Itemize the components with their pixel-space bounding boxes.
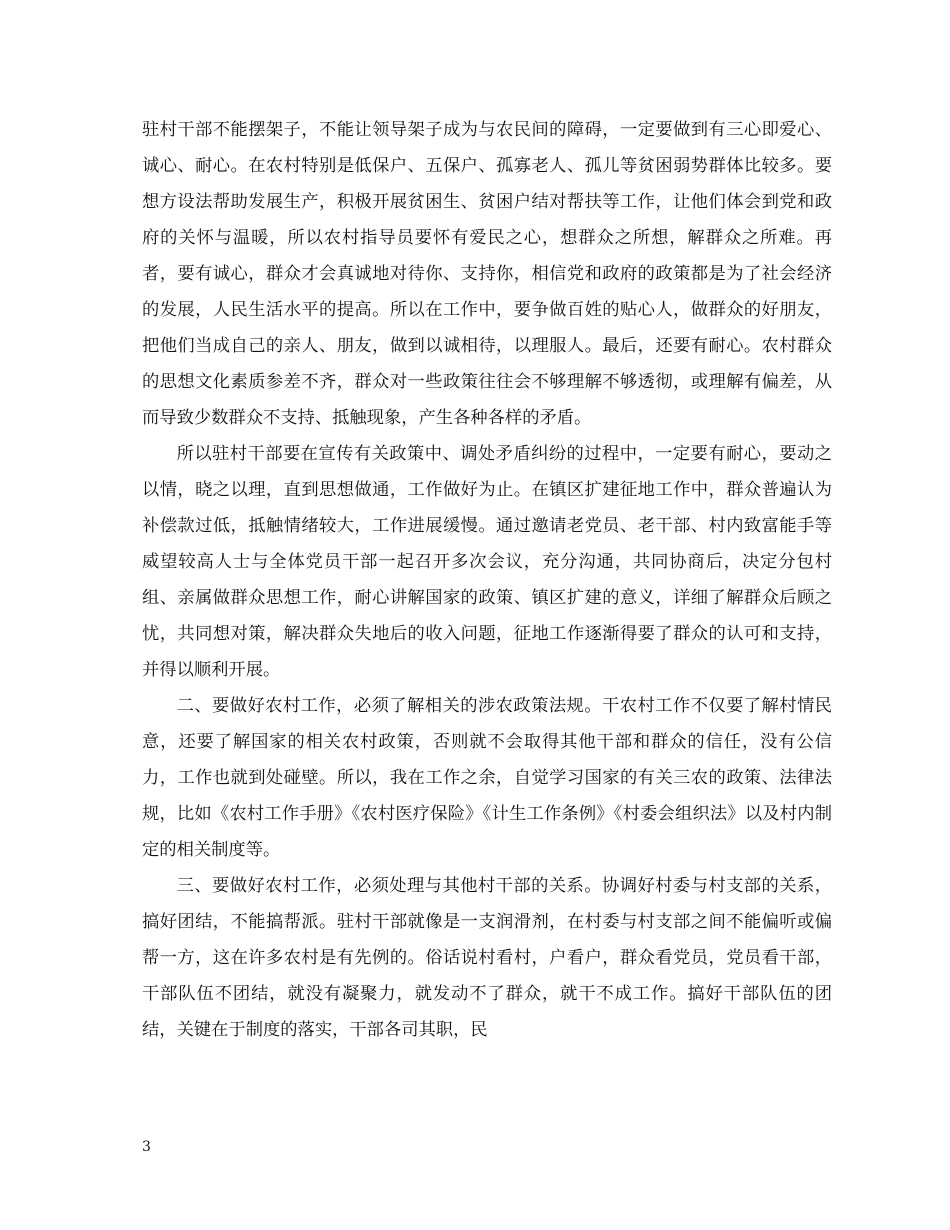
paragraph-4: 三、要做好农村工作，必须处理与其他村干部的关系。协调好村委与村支部的关系，搞好团结，不能搞帮派。驻村干部就像是一支润滑剂，在村委与村支部之间不能偏听或偏帮一方，这在许多农村是有先例的。俗话说村看村，户看户，群众看党员，党员看干部，干部队伍不团结，就没有凝聚力，就发动不了群众，就干不成工作。搞好干部队伍的团结，关键在于制度的落实，干部各司其职，民: [142, 876, 832, 1040]
page-number: 3: [142, 1139, 151, 1155]
paragraph-2: 所以驻村干部要在宣传有关政策中、调处矛盾纠纷的过程中，一定要有耐心，要动之以情，晓之以理，直到思想做通，工作做好为止。在镇区扩建征地工作中，群众普遍认为补偿款过低，抵触情绪较大，工作进展缓慢。通过邀请老党员、老干部、村内致富能手等威望较高人士与全体党员干部一起召开多次会议，充分沟通，共同协商后，决定分包村组、亲属做群众思想工作，耐心讲解国家的政策、镇区扩建的意义，详细了解群众后顾之忧，共同想对策，解决群众失地后的收入问题，征地工作逐渐得要了群众的认可和支持，并得以顺利开展。: [142, 444, 832, 680]
document-body: [142, 112, 832, 1048]
paragraph-1: 驻村干部不能摆架子，不能让领导架子成为与农民间的障碍，一定要做到有三心即爱心、诚心、耐心。在农村特别是低保户、五保户、孤寡老人、孤儿等贫困弱势群体比较多。要想方设法帮助发展生产，积极开展贫困生、贫困户结对帮扶等工作，让他们体会到党和政府的关怀与温暖，所以农村指导员要怀有爱民之心，想群众之所想，解群众之所难。再者，要有诚心，群众才会真诚地对待你、支持你，相信党和政府的政策都是为了社会经济的发展，人民生活水平的提高。所以在工作中，要争做百姓的贴心人，做群众的好朋友，把他们当成自己的亲人、朋友，做到以诚相待，以理服人。最后，还要有耐心。农村群众的思想文化素质参差不齐，群众对一些政策往往会不够理解不够透彻，或理解有偏差，从而导致少数群众不支持、抵触现象，产生各种各样的矛盾。: [142, 120, 832, 428]
paragraph-3: 二、要做好农村工作，必须了解相关的涉农政策法规。干农村工作不仅要了解村情民意，还要了解国家的相关农村政策，否则就不会取得其他干部和群众的信任，没有公信力，工作也就到处碰壁。所以，我在工作之余，自觉学习国家的有关三农的政策、法律法规，比如《农村工作手册》《农村医疗保险》《计生工作条例》《村委会组织法》以及村内制定的相关制度等。: [142, 696, 832, 860]
